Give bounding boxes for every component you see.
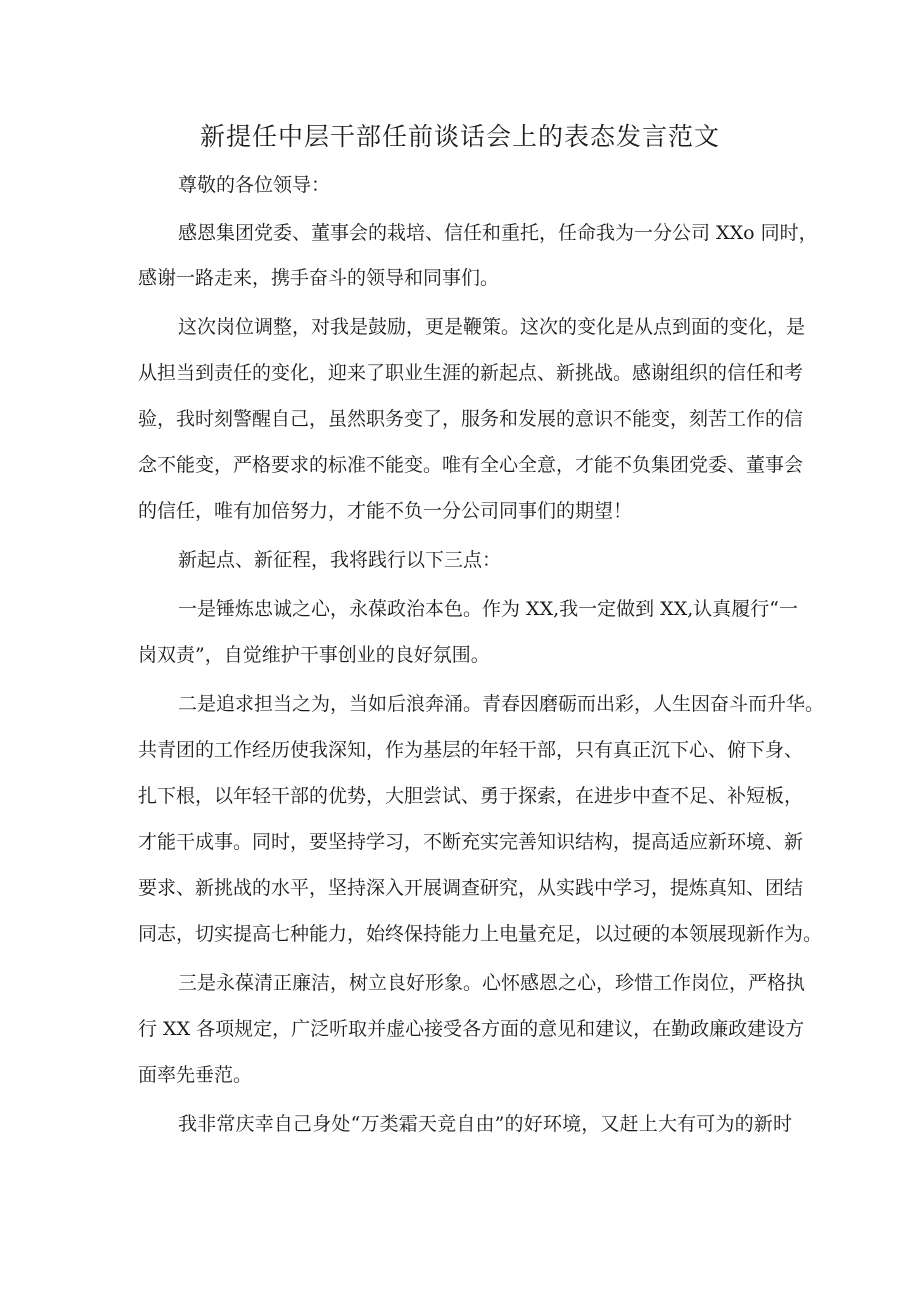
paragraph-line: 感谢一路走来，携手奋斗的领导和同事们。 bbox=[138, 267, 500, 289]
document-title: 新提任中层干部任前谈话会上的表态发言范文 bbox=[199, 122, 720, 151]
paragraph-line: 扎下根，以年轻干部的优势，大胆尝试、勇于探索，在进步中查不足、补短板， bbox=[138, 785, 804, 807]
paragraph-line: 共青团的工作经历使我深知，作为基层的年轻干部，只有真正沉下心、俯下身、 bbox=[138, 739, 804, 761]
paragraph-line: 同志，切实提高七种能力，始终保持能力上电量充足，以过硬的本领展现新作为。 bbox=[138, 923, 823, 945]
paragraph-line: 从担当到责任的变化，迎来了职业生涯的新起点、新挑战。感谢组织的信任和考 bbox=[138, 362, 804, 384]
paragraph-line: 这次岗位调整，对我是鼓励，更是鞭策。这次的变化是从点到面的变化，是 bbox=[178, 316, 806, 338]
paragraph-line: 验，我时刻警醒自己，虽然职务变了，服务和发展的意识不能变，刻苦工作的信 bbox=[138, 408, 804, 430]
paragraph-line: 三是永葆清正廉洁，树立良好形象。心怀感恩之心，珍惜工作岗位，严格执 bbox=[178, 972, 806, 994]
salutation: 尊敬的各位领导： bbox=[178, 174, 331, 196]
paragraph-line: 新起点、新征程，我将践行以下三点： bbox=[178, 549, 502, 571]
paragraph-line: 面率先垂范。 bbox=[138, 1064, 253, 1086]
paragraph-line: 才能干成事。同时，要坚持学习，不断充实完善知识结构，提高适应新环境、新 bbox=[138, 831, 804, 853]
paragraph-line: 念不能变，严格要求的标准不能变。唯有全心全意，才能不负集团党委、董事会 bbox=[138, 454, 804, 476]
paragraph-line: 我非常庆幸自己身处“万类霜天竞自由”的好环境，又赶上大有可为的新时 bbox=[178, 1113, 792, 1135]
paragraph-line: 二是追求担当之为，当如后浪奔涌。青春因磨砺而出彩，人生因奋斗而升华。 bbox=[178, 693, 825, 715]
paragraph-line: 要求、新挑战的水平，坚持深入开展调查研究，从实践中学习，提炼真知、团结 bbox=[138, 877, 804, 899]
paragraph-line: 一是锤炼忠诚之心，永葆政治本色。作为 XX,我一定做到 XX,认真履行“一 bbox=[178, 598, 798, 620]
paragraph-line: 岗双责”，自觉维护干事创业的良好氛围。 bbox=[138, 644, 490, 666]
paragraph-line: 行 XX 各项规定，广泛听取并虚心接受各方面的意见和建议，在勤政廉政建设方 bbox=[138, 1018, 805, 1040]
paragraph-line: 的信任，唯有加倍努力，才能不负一分公司同事们的期望！ bbox=[138, 500, 633, 522]
paragraph-line: 感恩集团党委、董事会的栽培、信任和重托，任命我为一分公司 XXo 同时， bbox=[178, 222, 818, 244]
